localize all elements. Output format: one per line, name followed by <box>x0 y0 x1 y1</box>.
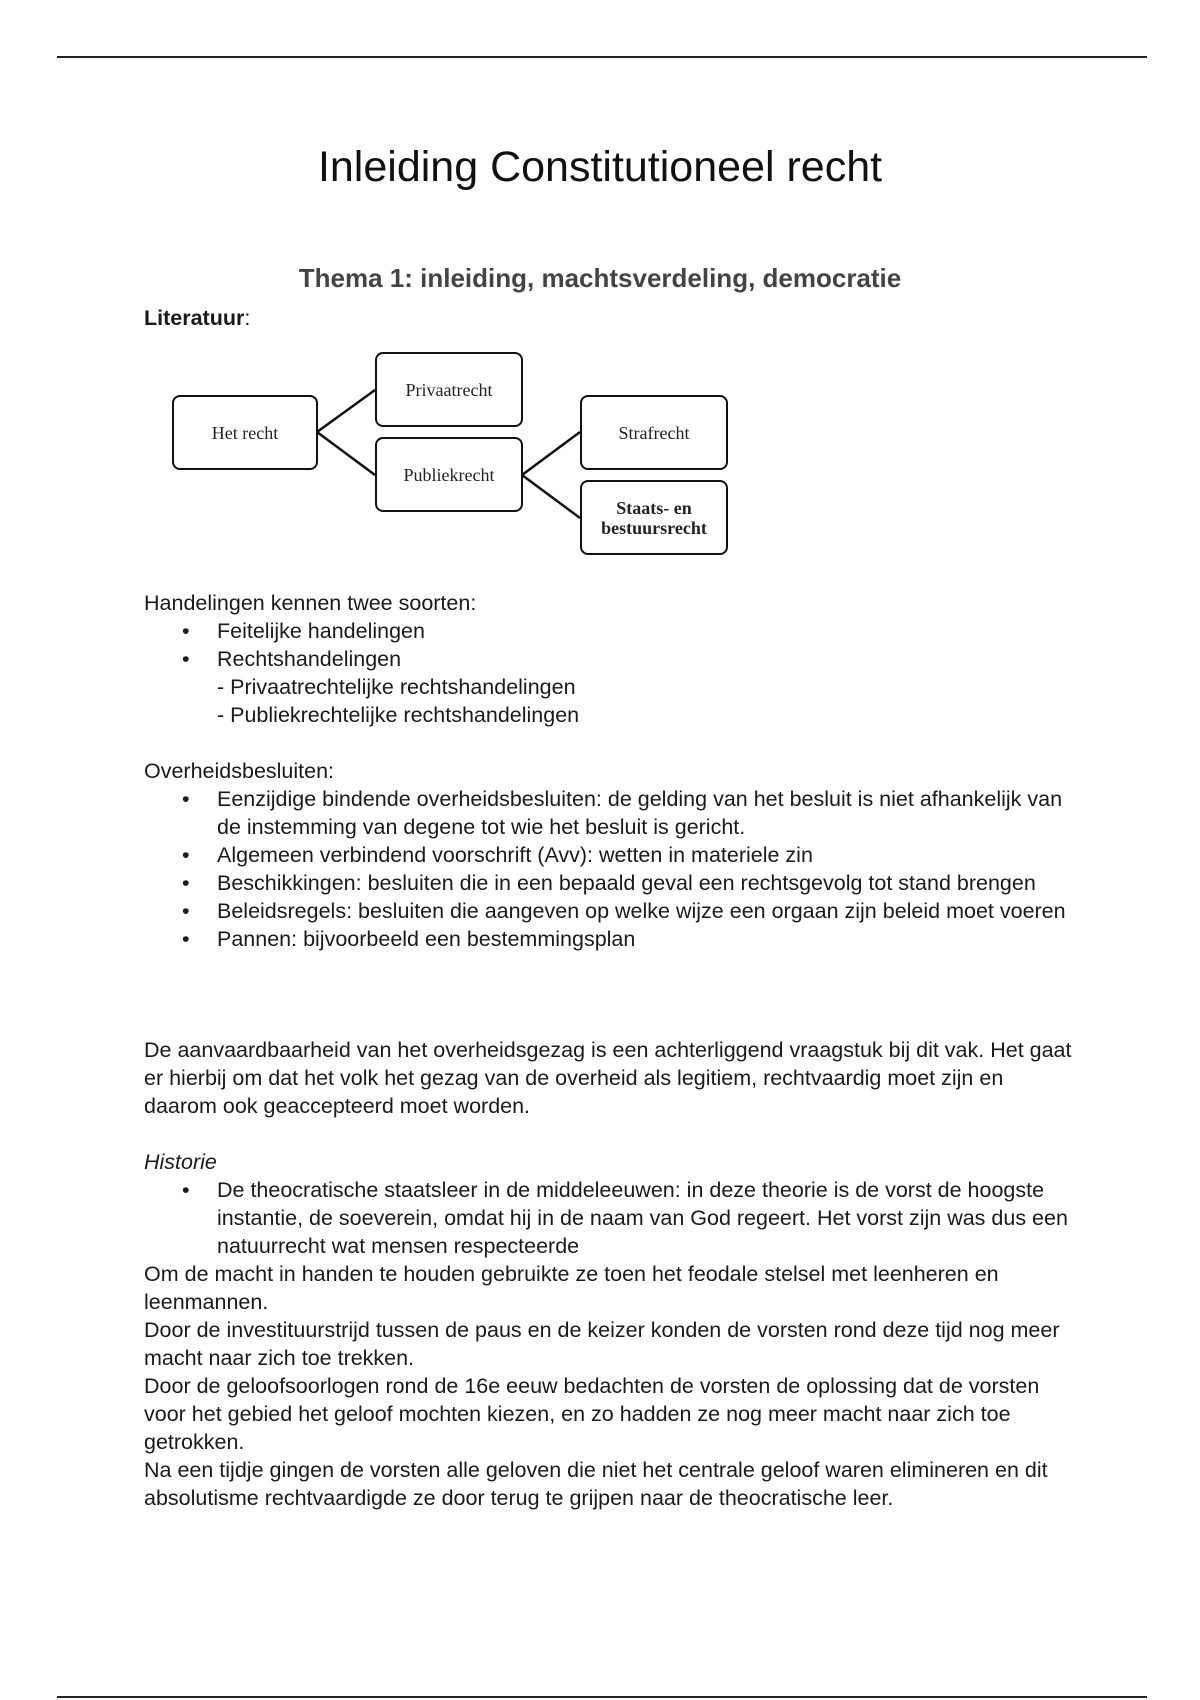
literature-line <box>144 304 1074 332</box>
node-label: Strafrecht <box>618 422 690 443</box>
bullet-icon: • <box>182 1178 190 1202</box>
sub-item: - Privaatrechtelijke rechtshandelingen <box>217 675 576 699</box>
list-item <box>144 897 1074 925</box>
list-item-text: Beschikkingen: besluiten die in een bepaald geval een rechtsgevolg tot stand brengen <box>217 871 1036 895</box>
connector-public-criminal <box>522 432 580 475</box>
connector-root-private <box>317 390 375 432</box>
historie-heading: Historie <box>144 1150 217 1174</box>
handelingen-list <box>144 617 1074 673</box>
list-item <box>144 841 1074 869</box>
node-label: Het recht <box>211 422 279 443</box>
bullet-icon: • <box>182 927 190 951</box>
node-label: Privaatrecht <box>405 379 493 400</box>
connector-root-public <box>317 432 375 475</box>
list-item-text: Eenzijdige bindende overheidsbesluiten: de gelding van het besluit is niet afhankelijk van de instemming van degene tot wie het besluit is gericht. <box>217 787 1063 839</box>
bullet-icon: • <box>182 843 190 867</box>
node-label: Publiekrecht <box>403 464 495 485</box>
document-title: Inleiding Constitutioneel recht <box>317 143 883 191</box>
literature-colon: : <box>244 306 251 330</box>
node-privaatrecht <box>375 352 523 427</box>
bullet-icon: • <box>182 619 190 643</box>
list-item-text: Feitelijke handelingen <box>217 619 425 643</box>
historie-paragraph: Na een tijdje gingen de vorsten alle geloven die niet het centrale geloof waren elimineren en dit absolutisme rechtvaardigde ze door terug te grijpen naar de theocratische leer. <box>144 1458 1048 1510</box>
list-item <box>144 617 1074 645</box>
historie-paragraph: Door de investituurstrijd tussen de paus en de keizer konden de vorsten rond deze tijd nog meer macht naar zich toe trekken. <box>144 1318 1060 1370</box>
list-item <box>144 925 1074 953</box>
historie-paragraph: Om de macht in handen te houden gebruikte ze toen het feodale stelsel met leenheren en leenmannen. <box>144 1262 999 1314</box>
list-item-text: Beleidsregels: besluiten die aangeven op welke wijze een orgaan zijn beleid moet voeren <box>217 899 1066 923</box>
list-item <box>144 785 1074 841</box>
node-publiekrecht <box>375 437 523 512</box>
list-item <box>144 869 1074 897</box>
bullet-icon: • <box>182 899 190 923</box>
handelingen-intro: Handelingen kennen twee soorten: <box>144 591 477 615</box>
node-staats-bestuursrecht <box>580 480 728 555</box>
theme-heading: Thema 1: inleiding, machtsverdeling, democratie <box>298 263 902 293</box>
list-item-text: Rechtshandelingen <box>217 647 402 671</box>
connector-public-state <box>522 475 580 518</box>
node-label-line1: Staats- en <box>616 497 692 518</box>
overheidsbesluiten-intro: Overheidsbesluiten: <box>144 759 335 783</box>
bullet-icon: • <box>182 787 190 811</box>
list-item-text: De theocratische staatsleer in de middeleeuwen: in deze theorie is de vorst de hoogste instantie, de soeverein, omdat hij in de naam van God regeert. Het vorst zijn was dus een natuurrecht wat mensen respecteerde <box>217 1178 1068 1258</box>
node-strafrecht <box>580 395 728 470</box>
node-label-line2: bestuursrecht <box>601 517 707 538</box>
historie-paragraph: Door de geloofsoorlogen rond de 16e eeuw bedachten de vorsten de oplossing dat de vorsten voor het gebied het geloof mochten kiezen, en zo hadden ze nog meer macht naar zich toe getrokken. <box>144 1374 1040 1454</box>
overheidsbesluiten-section <box>144 757 1074 953</box>
list-item <box>144 1176 1074 1260</box>
sub-item: - Publiekrechtelijke rechtshandelingen <box>217 703 580 727</box>
header-rule <box>57 56 1147 58</box>
list-item <box>144 645 1074 673</box>
literature-label: Literatuur <box>144 306 245 330</box>
historie-list <box>144 1176 1074 1260</box>
list-item-text: Pannen: bijvoorbeeld een bestemmingsplan <box>217 927 636 951</box>
aanvaardbaarheid-paragraph: De aanvaardbaarheid van het overheidsgezag is een achterliggend vraagstuk bij dit vak. Het gaat er hierbij om dat het volk het gezag van de overheid als legitiem, rechtvaardig moet zijn en daarom ook geaccepteerd moet worden. <box>144 1038 1072 1118</box>
footer-rule <box>57 1696 1147 1698</box>
node-het-recht <box>172 395 318 470</box>
bullet-icon: • <box>182 647 190 671</box>
historie-section <box>144 1148 1074 1512</box>
overheidsbesluiten-list <box>144 785 1074 953</box>
list-item-text: Algemeen verbindend voorschrift (Avv): wetten in materiele zin <box>217 843 813 867</box>
handelingen-section <box>144 589 1074 729</box>
bullet-icon: • <box>182 871 190 895</box>
law-hierarchy-diagram <box>165 340 735 560</box>
